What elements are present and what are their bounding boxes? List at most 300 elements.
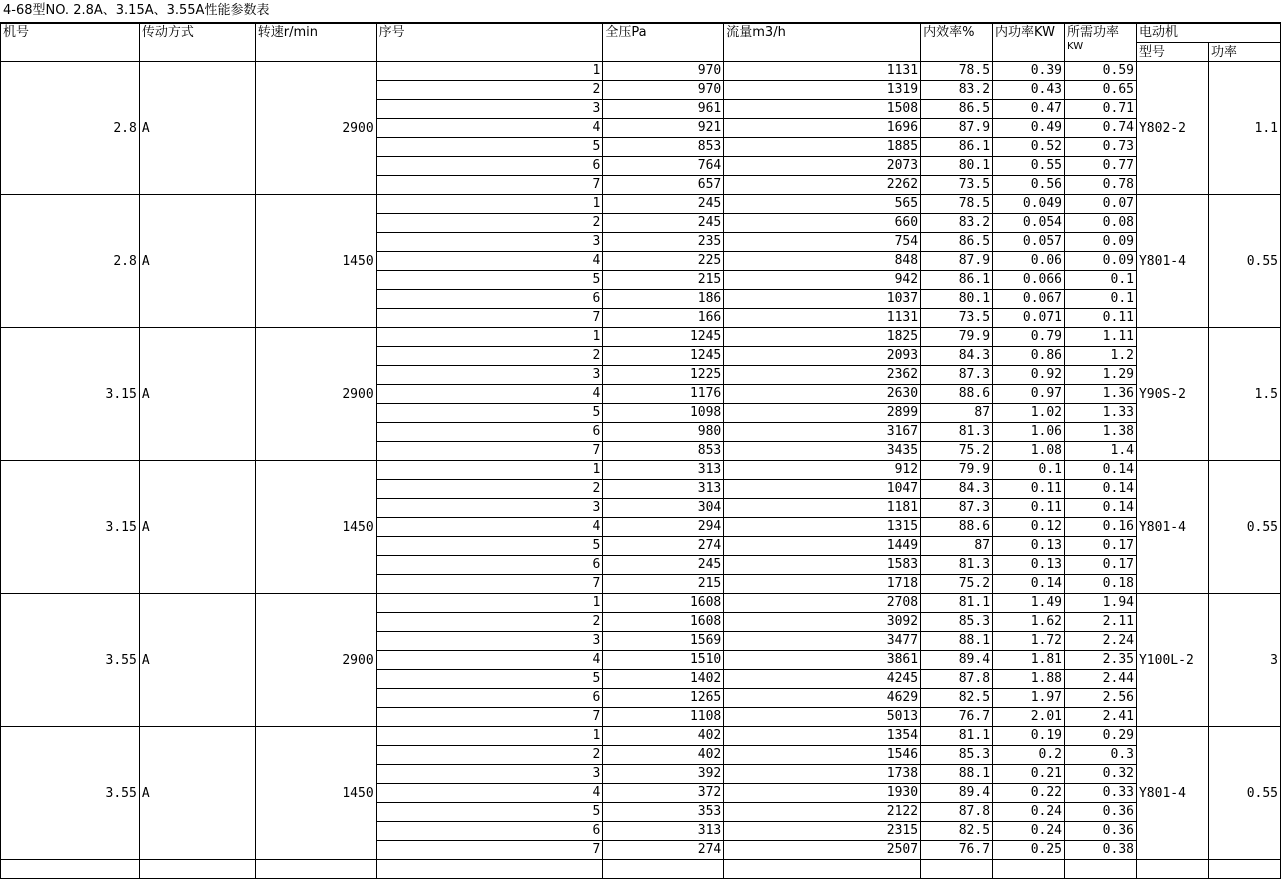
cell-flow: 1449 bbox=[724, 537, 921, 556]
cell-seq: 5 bbox=[376, 404, 603, 423]
cell-pressure: 853 bbox=[603, 138, 724, 157]
cell-flow: 1738 bbox=[724, 765, 921, 784]
cell-drive: A bbox=[139, 727, 255, 860]
empty-cell bbox=[139, 860, 255, 879]
cell-inner-power: 1.08 bbox=[993, 442, 1065, 461]
sheet-title: 4-68型NO. 2.8A、3.15A、3.55A性能参数表 bbox=[0, 0, 1281, 23]
empty-row bbox=[1, 860, 1281, 879]
cell-inner-efficiency: 82.5 bbox=[921, 822, 993, 841]
cell-inner-power: 0.071 bbox=[993, 309, 1065, 328]
cell-pressure: 235 bbox=[603, 233, 724, 252]
table-row bbox=[1, 727, 1281, 746]
header-motor-model: 型号 bbox=[1136, 43, 1208, 62]
cell-inner-efficiency: 76.7 bbox=[921, 708, 993, 727]
cell-pressure: 1265 bbox=[603, 689, 724, 708]
empty-cell bbox=[724, 860, 921, 879]
cell-flow: 565 bbox=[724, 195, 921, 214]
cell-required-power: 0.29 bbox=[1065, 727, 1137, 746]
cell-seq: 2 bbox=[376, 214, 603, 233]
cell-inner-power: 1.49 bbox=[993, 594, 1065, 613]
cell-required-power: 1.11 bbox=[1065, 328, 1137, 347]
cell-inner-efficiency: 88.6 bbox=[921, 385, 993, 404]
cell-drive: A bbox=[139, 461, 255, 594]
table-row bbox=[1, 62, 1281, 81]
cell-flow: 1047 bbox=[724, 480, 921, 499]
cell-pressure: 764 bbox=[603, 157, 724, 176]
cell-inner-power: 0.22 bbox=[993, 784, 1065, 803]
cell-inner-power: 0.49 bbox=[993, 119, 1065, 138]
header-motor-power: 功率 bbox=[1208, 43, 1280, 62]
cell-inner-efficiency: 85.3 bbox=[921, 613, 993, 632]
cell-required-power: 2.44 bbox=[1065, 670, 1137, 689]
cell-pressure: 294 bbox=[603, 518, 724, 537]
cell-seq: 6 bbox=[376, 157, 603, 176]
cell-inner-efficiency: 78.5 bbox=[921, 195, 993, 214]
cell-machine-no: 2.8 bbox=[1, 195, 140, 328]
cell-required-power: 1.29 bbox=[1065, 366, 1137, 385]
cell-flow: 3435 bbox=[724, 442, 921, 461]
cell-inner-efficiency: 76.7 bbox=[921, 841, 993, 860]
cell-motor-power: 1.1 bbox=[1208, 62, 1280, 195]
cell-flow: 1508 bbox=[724, 100, 921, 119]
cell-seq: 2 bbox=[376, 81, 603, 100]
cell-required-power: 0.1 bbox=[1065, 290, 1137, 309]
cell-flow: 2093 bbox=[724, 347, 921, 366]
cell-inner-efficiency: 88.1 bbox=[921, 632, 993, 651]
cell-seq: 7 bbox=[376, 176, 603, 195]
cell-inner-efficiency: 86.5 bbox=[921, 233, 993, 252]
cell-flow: 1319 bbox=[724, 81, 921, 100]
cell-required-power: 1.94 bbox=[1065, 594, 1137, 613]
cell-flow: 4629 bbox=[724, 689, 921, 708]
cell-required-power: 0.18 bbox=[1065, 575, 1137, 594]
cell-seq: 7 bbox=[376, 309, 603, 328]
cell-seq: 2 bbox=[376, 347, 603, 366]
cell-seq: 6 bbox=[376, 556, 603, 575]
cell-required-power: 0.17 bbox=[1065, 537, 1137, 556]
cell-inner-power: 2.01 bbox=[993, 708, 1065, 727]
cell-seq: 1 bbox=[376, 461, 603, 480]
cell-inner-efficiency: 88.1 bbox=[921, 765, 993, 784]
cell-required-power: 1.33 bbox=[1065, 404, 1137, 423]
cell-flow: 1354 bbox=[724, 727, 921, 746]
cell-seq: 1 bbox=[376, 62, 603, 81]
cell-seq: 4 bbox=[376, 784, 603, 803]
cell-seq: 3 bbox=[376, 632, 603, 651]
cell-inner-power: 0.47 bbox=[993, 100, 1065, 119]
cell-pressure: 980 bbox=[603, 423, 724, 442]
cell-inner-power: 0.2 bbox=[993, 746, 1065, 765]
cell-motor-model: Y100L-2 bbox=[1136, 594, 1208, 727]
cell-required-power: 0.71 bbox=[1065, 100, 1137, 119]
cell-flow: 1181 bbox=[724, 499, 921, 518]
cell-flow: 1696 bbox=[724, 119, 921, 138]
cell-required-power: 2.41 bbox=[1065, 708, 1137, 727]
cell-flow: 3861 bbox=[724, 651, 921, 670]
cell-pressure: 372 bbox=[603, 784, 724, 803]
cell-pressure: 961 bbox=[603, 100, 724, 119]
cell-inner-power: 0.97 bbox=[993, 385, 1065, 404]
cell-seq: 2 bbox=[376, 613, 603, 632]
cell-inner-power: 0.43 bbox=[993, 81, 1065, 100]
cell-motor-power: 0.55 bbox=[1208, 461, 1280, 594]
cell-inner-efficiency: 81.1 bbox=[921, 727, 993, 746]
cell-flow: 848 bbox=[724, 252, 921, 271]
cell-seq: 6 bbox=[376, 689, 603, 708]
cell-required-power: 0.77 bbox=[1065, 157, 1137, 176]
cell-required-power: 1.38 bbox=[1065, 423, 1137, 442]
cell-speed: 1450 bbox=[255, 727, 376, 860]
cell-inner-efficiency: 79.9 bbox=[921, 328, 993, 347]
cell-pressure: 657 bbox=[603, 176, 724, 195]
cell-flow: 1037 bbox=[724, 290, 921, 309]
cell-flow: 3092 bbox=[724, 613, 921, 632]
cell-inner-power: 0.19 bbox=[993, 727, 1065, 746]
cell-pressure: 186 bbox=[603, 290, 724, 309]
cell-seq: 4 bbox=[376, 252, 603, 271]
cell-required-power: 0.14 bbox=[1065, 461, 1137, 480]
cell-required-power: 0.16 bbox=[1065, 518, 1137, 537]
cell-pressure: 274 bbox=[603, 841, 724, 860]
cell-pressure: 853 bbox=[603, 442, 724, 461]
cell-inner-power: 0.13 bbox=[993, 537, 1065, 556]
cell-inner-power: 0.79 bbox=[993, 328, 1065, 347]
cell-seq: 4 bbox=[376, 119, 603, 138]
cell-pressure: 1108 bbox=[603, 708, 724, 727]
cell-seq: 5 bbox=[376, 537, 603, 556]
header-seq: 序号 bbox=[376, 24, 603, 62]
table-row bbox=[1, 195, 1281, 214]
cell-inner-power: 0.057 bbox=[993, 233, 1065, 252]
cell-pressure: 1176 bbox=[603, 385, 724, 404]
cell-required-power: 1.2 bbox=[1065, 347, 1137, 366]
cell-pressure: 402 bbox=[603, 746, 724, 765]
cell-required-power: 1.4 bbox=[1065, 442, 1137, 461]
cell-speed: 1450 bbox=[255, 461, 376, 594]
cell-inner-efficiency: 87.8 bbox=[921, 803, 993, 822]
header-required-power-label: 所需功率 bbox=[1067, 25, 1120, 40]
cell-flow: 754 bbox=[724, 233, 921, 252]
cell-required-power: 0.74 bbox=[1065, 119, 1137, 138]
cell-machine-no: 2.8 bbox=[1, 62, 140, 195]
cell-pressure: 392 bbox=[603, 765, 724, 784]
cell-seq: 1 bbox=[376, 594, 603, 613]
cell-motor-model: Y801-4 bbox=[1136, 727, 1208, 860]
cell-motor-power: 1.5 bbox=[1208, 328, 1280, 461]
cell-flow: 2899 bbox=[724, 404, 921, 423]
cell-seq: 7 bbox=[376, 841, 603, 860]
cell-pressure: 225 bbox=[603, 252, 724, 271]
empty-cell bbox=[255, 860, 376, 879]
cell-pressure: 245 bbox=[603, 214, 724, 233]
cell-machine-no: 3.15 bbox=[1, 461, 140, 594]
cell-pressure: 1098 bbox=[603, 404, 724, 423]
cell-inner-efficiency: 81.3 bbox=[921, 556, 993, 575]
cell-seq: 5 bbox=[376, 803, 603, 822]
cell-inner-power: 0.86 bbox=[993, 347, 1065, 366]
cell-seq: 4 bbox=[376, 518, 603, 537]
cell-seq: 4 bbox=[376, 651, 603, 670]
cell-flow: 1583 bbox=[724, 556, 921, 575]
cell-pressure: 313 bbox=[603, 480, 724, 499]
empty-cell bbox=[1208, 860, 1280, 879]
cell-inner-efficiency: 87.3 bbox=[921, 499, 993, 518]
cell-seq: 3 bbox=[376, 233, 603, 252]
cell-inner-power: 0.12 bbox=[993, 518, 1065, 537]
cell-flow: 2315 bbox=[724, 822, 921, 841]
cell-inner-power: 0.14 bbox=[993, 575, 1065, 594]
header-machine-no: 机号 bbox=[1, 24, 140, 62]
cell-required-power: 0.08 bbox=[1065, 214, 1137, 233]
table-row bbox=[1, 594, 1281, 613]
cell-inner-efficiency: 84.3 bbox=[921, 480, 993, 499]
cell-inner-power: 0.24 bbox=[993, 803, 1065, 822]
cell-required-power: 2.56 bbox=[1065, 689, 1137, 708]
cell-inner-power: 0.56 bbox=[993, 176, 1065, 195]
cell-inner-efficiency: 81.3 bbox=[921, 423, 993, 442]
cell-flow: 660 bbox=[724, 214, 921, 233]
cell-motor-model: Y801-4 bbox=[1136, 195, 1208, 328]
cell-inner-efficiency: 87.9 bbox=[921, 252, 993, 271]
cell-seq: 5 bbox=[376, 138, 603, 157]
cell-flow: 2262 bbox=[724, 176, 921, 195]
cell-flow: 2073 bbox=[724, 157, 921, 176]
cell-pressure: 313 bbox=[603, 461, 724, 480]
cell-required-power: 0.14 bbox=[1065, 480, 1137, 499]
cell-required-power: 0.78 bbox=[1065, 176, 1137, 195]
cell-pressure: 215 bbox=[603, 271, 724, 290]
cell-required-power: 0.33 bbox=[1065, 784, 1137, 803]
cell-pressure: 304 bbox=[603, 499, 724, 518]
cell-inner-power: 0.067 bbox=[993, 290, 1065, 309]
cell-required-power: 2.35 bbox=[1065, 651, 1137, 670]
cell-pressure: 921 bbox=[603, 119, 724, 138]
cell-inner-efficiency: 80.1 bbox=[921, 157, 993, 176]
header-required-power-unit: KW bbox=[1067, 41, 1084, 52]
table-row bbox=[1, 328, 1281, 347]
cell-inner-efficiency: 89.4 bbox=[921, 784, 993, 803]
cell-inner-efficiency: 80.1 bbox=[921, 290, 993, 309]
cell-flow: 1131 bbox=[724, 62, 921, 81]
cell-motor-model: Y802-2 bbox=[1136, 62, 1208, 195]
cell-required-power: 0.07 bbox=[1065, 195, 1137, 214]
cell-inner-efficiency: 82.5 bbox=[921, 689, 993, 708]
cell-flow: 1546 bbox=[724, 746, 921, 765]
cell-inner-power: 1.97 bbox=[993, 689, 1065, 708]
cell-motor-power: 3 bbox=[1208, 594, 1280, 727]
cell-pressure: 215 bbox=[603, 575, 724, 594]
cell-required-power: 0.36 bbox=[1065, 822, 1137, 841]
cell-pressure: 1608 bbox=[603, 613, 724, 632]
cell-motor-power: 0.55 bbox=[1208, 727, 1280, 860]
cell-pressure: 970 bbox=[603, 62, 724, 81]
cell-inner-efficiency: 87.9 bbox=[921, 119, 993, 138]
cell-pressure: 402 bbox=[603, 727, 724, 746]
cell-inner-efficiency: 83.2 bbox=[921, 81, 993, 100]
cell-pressure: 245 bbox=[603, 556, 724, 575]
cell-seq: 3 bbox=[376, 100, 603, 119]
cell-inner-efficiency: 88.6 bbox=[921, 518, 993, 537]
cell-drive: A bbox=[139, 328, 255, 461]
cell-motor-model: Y801-4 bbox=[1136, 461, 1208, 594]
cell-required-power: 2.11 bbox=[1065, 613, 1137, 632]
cell-required-power: 0.09 bbox=[1065, 252, 1137, 271]
cell-inner-efficiency: 75.2 bbox=[921, 442, 993, 461]
cell-inner-power: 0.92 bbox=[993, 366, 1065, 385]
header-drive: 传动方式 bbox=[139, 24, 255, 62]
cell-inner-efficiency: 87 bbox=[921, 537, 993, 556]
cell-required-power: 0.1 bbox=[1065, 271, 1137, 290]
cell-required-power: 2.24 bbox=[1065, 632, 1137, 651]
cell-pressure: 166 bbox=[603, 309, 724, 328]
cell-seq: 7 bbox=[376, 442, 603, 461]
cell-pressure: 1608 bbox=[603, 594, 724, 613]
cell-required-power: 1.36 bbox=[1065, 385, 1137, 404]
cell-flow: 1885 bbox=[724, 138, 921, 157]
cell-motor-model: Y90S-2 bbox=[1136, 328, 1208, 461]
cell-flow: 2122 bbox=[724, 803, 921, 822]
cell-inner-power: 1.81 bbox=[993, 651, 1065, 670]
cell-inner-efficiency: 86.1 bbox=[921, 271, 993, 290]
cell-flow: 1315 bbox=[724, 518, 921, 537]
cell-pressure: 1569 bbox=[603, 632, 724, 651]
cell-inner-efficiency: 81.1 bbox=[921, 594, 993, 613]
cell-inner-efficiency: 73.5 bbox=[921, 176, 993, 195]
cell-required-power: 0.36 bbox=[1065, 803, 1137, 822]
header-flow: 流量m3/h bbox=[724, 24, 921, 62]
cell-inner-efficiency: 79.9 bbox=[921, 461, 993, 480]
cell-inner-power: 0.55 bbox=[993, 157, 1065, 176]
header-speed: 转速r/min bbox=[255, 24, 376, 62]
cell-required-power: 0.38 bbox=[1065, 841, 1137, 860]
cell-flow: 2507 bbox=[724, 841, 921, 860]
cell-inner-efficiency: 83.2 bbox=[921, 214, 993, 233]
cell-drive: A bbox=[139, 195, 255, 328]
cell-speed: 1450 bbox=[255, 195, 376, 328]
cell-required-power: 0.3 bbox=[1065, 746, 1137, 765]
cell-required-power: 0.65 bbox=[1065, 81, 1137, 100]
cell-machine-no: 3.55 bbox=[1, 727, 140, 860]
cell-drive: A bbox=[139, 594, 255, 727]
cell-seq: 7 bbox=[376, 575, 603, 594]
header-inner-efficiency: 内效率% bbox=[921, 24, 993, 62]
cell-inner-efficiency: 89.4 bbox=[921, 651, 993, 670]
cell-seq: 1 bbox=[376, 727, 603, 746]
cell-pressure: 274 bbox=[603, 537, 724, 556]
cell-pressure: 970 bbox=[603, 81, 724, 100]
cell-inner-power: 0.066 bbox=[993, 271, 1065, 290]
cell-flow: 2362 bbox=[724, 366, 921, 385]
cell-seq: 5 bbox=[376, 670, 603, 689]
cell-seq: 7 bbox=[376, 708, 603, 727]
cell-flow: 1718 bbox=[724, 575, 921, 594]
cell-seq: 3 bbox=[376, 366, 603, 385]
cell-pressure: 1245 bbox=[603, 347, 724, 366]
cell-required-power: 0.14 bbox=[1065, 499, 1137, 518]
cell-inner-power: 1.06 bbox=[993, 423, 1065, 442]
cell-inner-power: 0.52 bbox=[993, 138, 1065, 157]
cell-inner-efficiency: 86.1 bbox=[921, 138, 993, 157]
cell-seq: 6 bbox=[376, 822, 603, 841]
cell-required-power: 0.09 bbox=[1065, 233, 1137, 252]
cell-drive: A bbox=[139, 62, 255, 195]
cell-inner-efficiency: 73.5 bbox=[921, 309, 993, 328]
cell-seq: 6 bbox=[376, 290, 603, 309]
empty-cell bbox=[1, 860, 140, 879]
cell-pressure: 353 bbox=[603, 803, 724, 822]
cell-seq: 1 bbox=[376, 195, 603, 214]
cell-seq: 1 bbox=[376, 328, 603, 347]
cell-inner-power: 1.72 bbox=[993, 632, 1065, 651]
cell-flow: 1930 bbox=[724, 784, 921, 803]
cell-flow: 3167 bbox=[724, 423, 921, 442]
cell-flow: 2708 bbox=[724, 594, 921, 613]
cell-inner-efficiency: 86.5 bbox=[921, 100, 993, 119]
header-inner-power: 内功率KW bbox=[993, 24, 1065, 62]
cell-inner-power: 0.1 bbox=[993, 461, 1065, 480]
cell-inner-efficiency: 87.8 bbox=[921, 670, 993, 689]
cell-inner-power: 1.02 bbox=[993, 404, 1065, 423]
cell-seq: 5 bbox=[376, 271, 603, 290]
cell-flow: 942 bbox=[724, 271, 921, 290]
cell-pressure: 245 bbox=[603, 195, 724, 214]
cell-seq: 2 bbox=[376, 480, 603, 499]
cell-flow: 912 bbox=[724, 461, 921, 480]
cell-inner-efficiency: 87 bbox=[921, 404, 993, 423]
header-pressure: 全压Pa bbox=[603, 24, 724, 62]
cell-pressure: 1402 bbox=[603, 670, 724, 689]
empty-cell bbox=[603, 860, 724, 879]
cell-inner-power: 0.11 bbox=[993, 480, 1065, 499]
cell-seq: 3 bbox=[376, 499, 603, 518]
cell-flow: 1825 bbox=[724, 328, 921, 347]
empty-cell bbox=[1065, 860, 1137, 879]
cell-pressure: 1225 bbox=[603, 366, 724, 385]
cell-inner-power: 0.24 bbox=[993, 822, 1065, 841]
cell-speed: 2900 bbox=[255, 328, 376, 461]
cell-inner-power: 0.39 bbox=[993, 62, 1065, 81]
cell-inner-efficiency: 85.3 bbox=[921, 746, 993, 765]
cell-inner-efficiency: 87.3 bbox=[921, 366, 993, 385]
empty-cell bbox=[921, 860, 993, 879]
header-required-power bbox=[1065, 24, 1137, 62]
cell-inner-power: 0.054 bbox=[993, 214, 1065, 233]
cell-inner-power: 1.62 bbox=[993, 613, 1065, 632]
cell-seq: 3 bbox=[376, 765, 603, 784]
cell-speed: 2900 bbox=[255, 62, 376, 195]
cell-pressure: 1245 bbox=[603, 328, 724, 347]
performance-table bbox=[0, 23, 1281, 879]
cell-inner-power: 0.13 bbox=[993, 556, 1065, 575]
cell-seq: 4 bbox=[376, 385, 603, 404]
cell-inner-power: 1.88 bbox=[993, 670, 1065, 689]
cell-seq: 2 bbox=[376, 746, 603, 765]
cell-machine-no: 3.15 bbox=[1, 328, 140, 461]
cell-inner-efficiency: 84.3 bbox=[921, 347, 993, 366]
cell-flow: 5013 bbox=[724, 708, 921, 727]
cell-inner-power: 0.25 bbox=[993, 841, 1065, 860]
cell-machine-no: 3.55 bbox=[1, 594, 140, 727]
cell-seq: 6 bbox=[376, 423, 603, 442]
cell-inner-power: 0.049 bbox=[993, 195, 1065, 214]
empty-cell bbox=[1136, 860, 1208, 879]
header-motor: 电动机 bbox=[1136, 24, 1280, 43]
empty-cell bbox=[376, 860, 603, 879]
cell-required-power: 0.11 bbox=[1065, 309, 1137, 328]
table-row bbox=[1, 461, 1281, 480]
cell-motor-power: 0.55 bbox=[1208, 195, 1280, 328]
cell-flow: 4245 bbox=[724, 670, 921, 689]
